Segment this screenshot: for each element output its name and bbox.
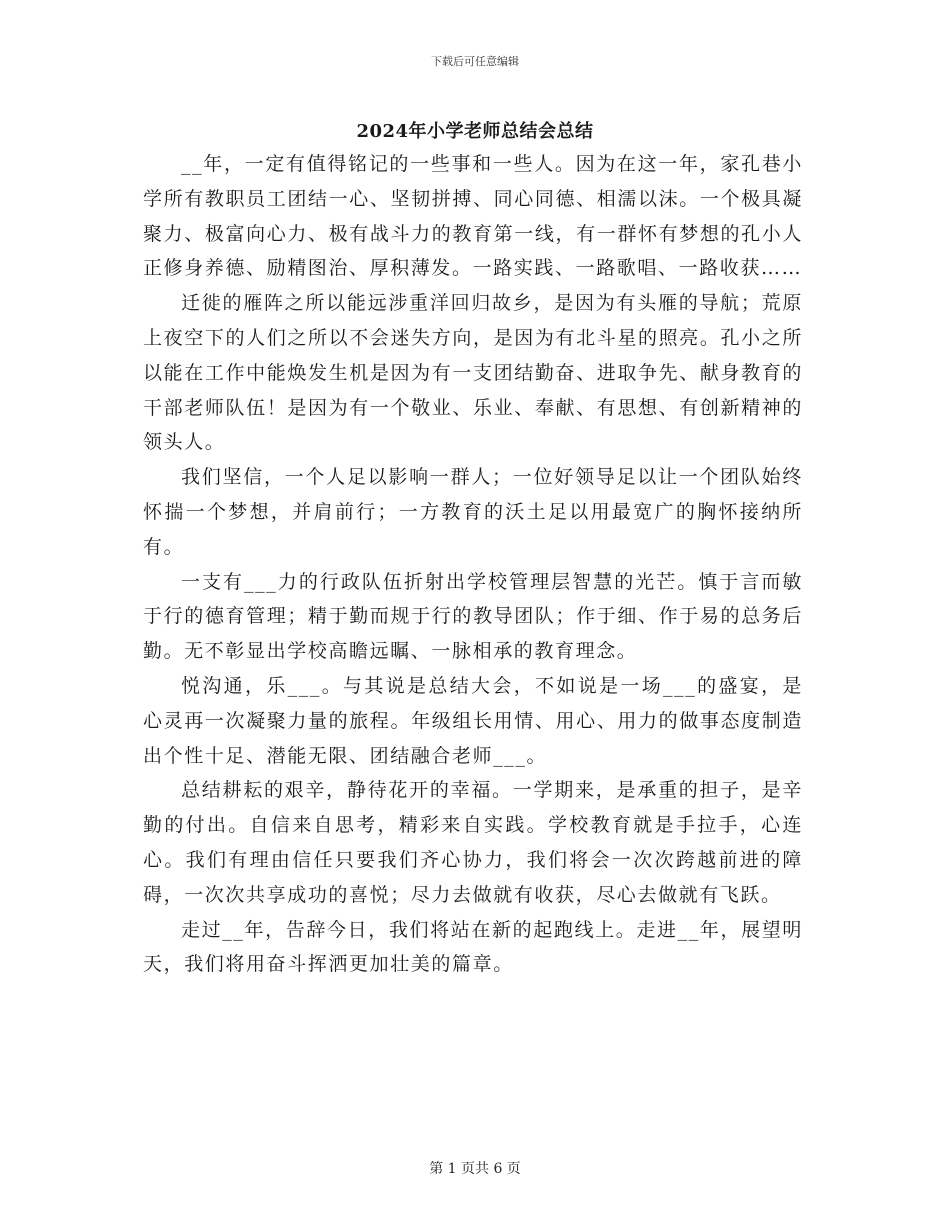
paragraph-7: 走过__年，告辞今日，我们将站在新的起跑线上。走进__年，展望明天，我们将用奋斗挥洒更加壮美的篇章。 — [143, 918, 803, 976]
document-title: 2024年小学老师总结会总结 — [356, 121, 594, 142]
page-indicator: 第 1 页共 6 页 — [429, 1161, 521, 1177]
header-note: 下载后可任意编辑 — [431, 55, 519, 68]
paragraph-4: 一支有___力的行政队伍折射出学校管理层智慧的光芒。慎于言而敏于行的德育管理；精于勤而规于行的教导团队；作于细、作于易的总务后勤。无不彰显出学校高瞻远瞩、一脉相承的教育理念。 — [143, 570, 803, 663]
document-body — [143, 147, 803, 982]
paragraph-2: 迁徙的雁阵之所以能远涉重洋回归故乡，是因为有头雁的导航；荒原上夜空下的人们之所以不会迷失方向，是因为有北斗星的照亮。孔小之所以能在工作中能焕发生机是因为有一支团结勤奋、进取争先、献身教育的干部老师队伍！是因为有一个敬业、乐业、奉献、有思想、有创新精神的领头人。 — [143, 292, 803, 454]
paragraph-3: 我们坚信，一个人足以影响一群人；一位好领导足以让一个团队始终怀揣一个梦想，并肩前行；一方教育的沃土足以用最宽广的胸怀接纳所有。 — [143, 466, 803, 558]
paragraph-1: __年，一定有值得铭记的一些事和一些人。因为在这一年，家孔巷小学所有教职员工团结一心、坚韧拼搏、同心同德、相濡以沫。一个极具凝聚力、极富向心力、极有战斗力的教育第一线，有一群怀有梦想的孔小人正修身养德、励精图治、厚积薄发。一路实践、一路歌唱、一路收获…… — [143, 153, 803, 280]
paragraph-5: 悦沟通，乐___。与其说是总结大会，不如说是一场___的盛宴，是心灵再一次凝聚力量的旅程。年级组长用情、用心、用力的做事态度制造出个性十足、潜能无限、团结融合老师___。 — [143, 674, 803, 767]
paragraph-6: 总结耕耘的艰辛，静待花开的幸福。一学期来，是承重的担子，是辛勤的付出。自信来自思考，精彩来自实践。学校教育就是手拉手，心连心。我们有理由信任只要我们齐心协力，我们将会一次次跨越前进的障碍，一次次共享成功的喜悦；尽力去做就有收获，尽心去做就有飞跃。 — [143, 779, 803, 906]
